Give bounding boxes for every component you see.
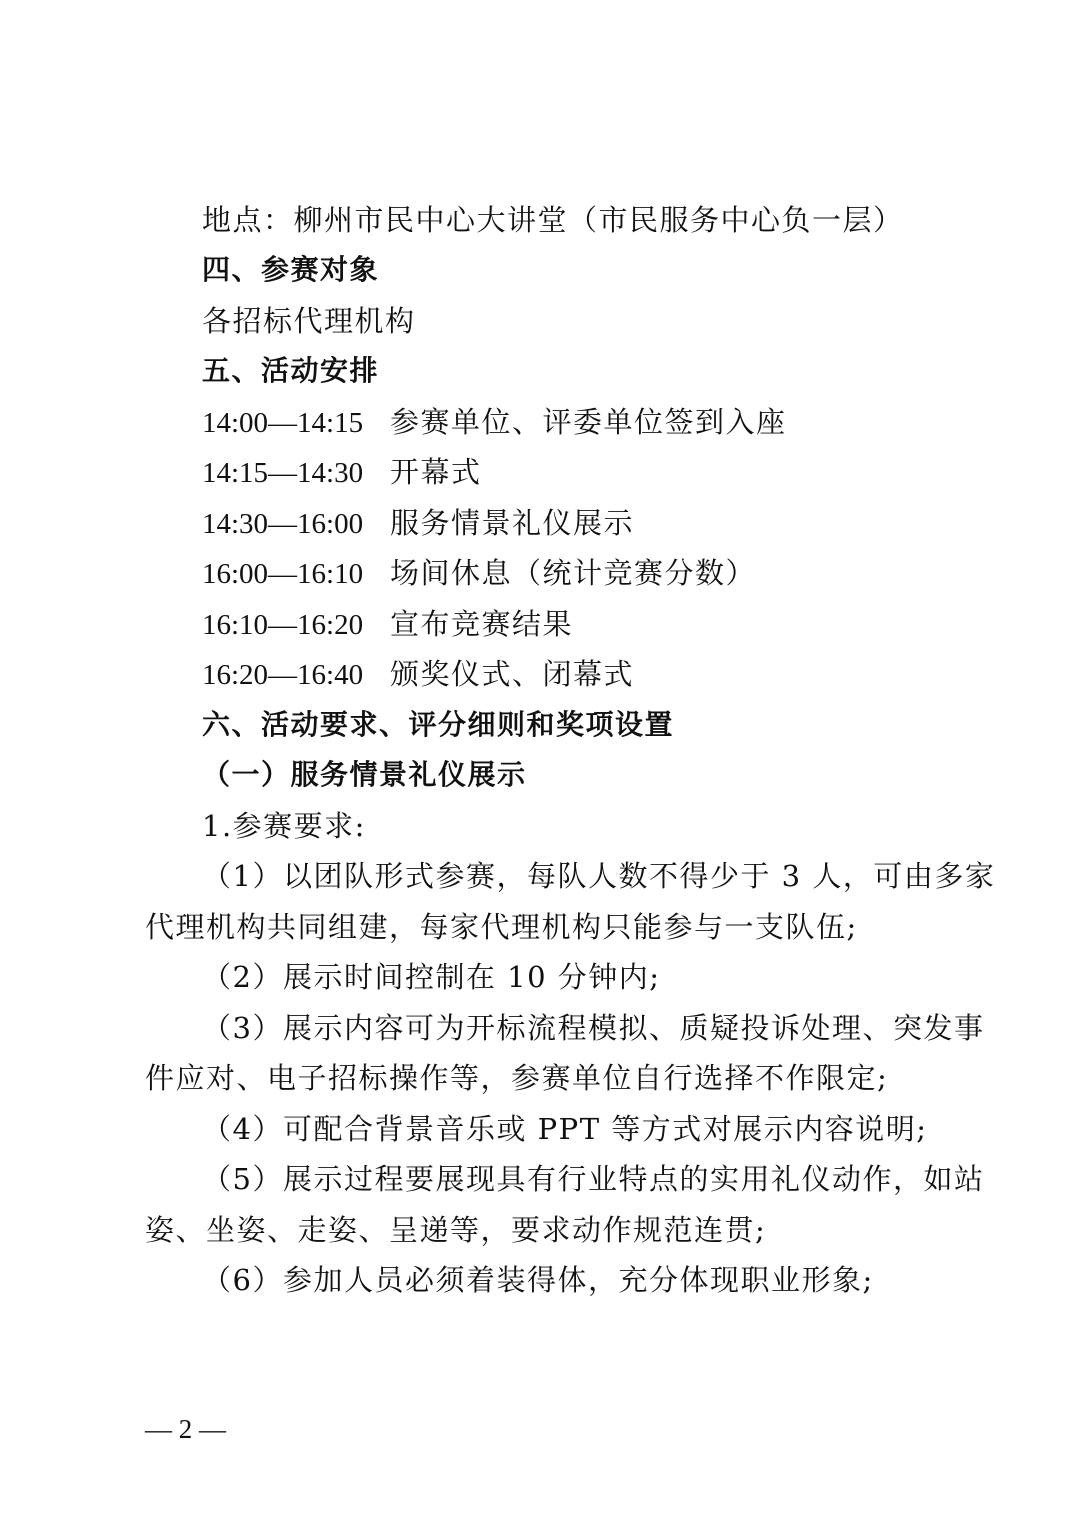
- requirement-item-4: （4）可配合背景音乐或 PPT 等方式对展示内容说明;: [202, 1112, 928, 1146]
- schedule-row: [202, 404, 787, 440]
- schedule-row: [202, 454, 482, 490]
- requirement-item-1-line-2: 代理机构共同组建，每家代理机构只能参与一支队伍;: [145, 910, 858, 944]
- schedule-time: 16:20—16:40: [202, 659, 364, 691]
- requirements-title: 1.参赛要求:: [202, 809, 366, 843]
- location-line: 地点：柳州市民中心大讲堂（市民服务中心负一层）: [202, 203, 904, 237]
- section-5-heading: 五、活动安排: [202, 354, 380, 387]
- schedule-row: [202, 606, 573, 642]
- schedule-time: 14:00—14:15: [202, 407, 364, 439]
- requirement-item-2: （2）展示时间控制在 10 分钟内;: [202, 960, 661, 994]
- requirement-item-5-line-1: （5）展示过程要展现具有行业特点的实用礼仪动作，如站: [202, 1162, 985, 1196]
- schedule-desc: 颁奖仪式、闭幕式: [390, 657, 635, 691]
- requirement-item-1-line-1: （1）以团队形式参赛，每队人数不得少于 3 人，可由多家: [202, 859, 996, 893]
- requirement-item-3-line-1: （3）展示内容可为开标流程模拟、质疑投诉处理、突发事: [202, 1011, 985, 1045]
- schedule-desc: 参赛单位、评委单位签到入座: [390, 405, 787, 439]
- schedule-time: 16:00—16:10: [202, 558, 364, 590]
- schedule-desc: 宣布竞赛结果: [390, 607, 574, 641]
- schedule-time: 14:15—14:30: [202, 457, 364, 489]
- requirement-item-3-line-2: 件应对、电子招标操作等，参赛单位自行选择不作限定;: [145, 1061, 889, 1095]
- requirement-item-5-line-2: 姿、坐姿、走姿、呈递等，要求动作规范连贯;: [145, 1213, 767, 1247]
- section-4-heading: 四、参赛对象: [202, 253, 380, 286]
- schedule-time: 16:10—16:20: [202, 609, 364, 641]
- section-4-body: 各招标代理机构: [202, 304, 416, 338]
- schedule-desc: 场间休息（统计竞赛分数）: [390, 556, 757, 590]
- subsection-1-heading: （一）服务情景礼仪展示: [202, 758, 527, 791]
- schedule-desc: 开幕式: [390, 455, 482, 489]
- schedule-row: [202, 505, 634, 541]
- page-number: — 2 —: [145, 1414, 226, 1444]
- schedule-row: [202, 555, 756, 591]
- section-6-heading: 六、活动要求、评分细则和奖项设置: [202, 708, 675, 741]
- requirement-item-6: （6）参加人员必须着装得体，充分体现职业形象;: [202, 1263, 874, 1297]
- schedule-desc: 服务情景礼仪展示: [390, 506, 635, 540]
- schedule-time: 14:30—16:00: [202, 508, 364, 540]
- schedule-row: [202, 656, 634, 692]
